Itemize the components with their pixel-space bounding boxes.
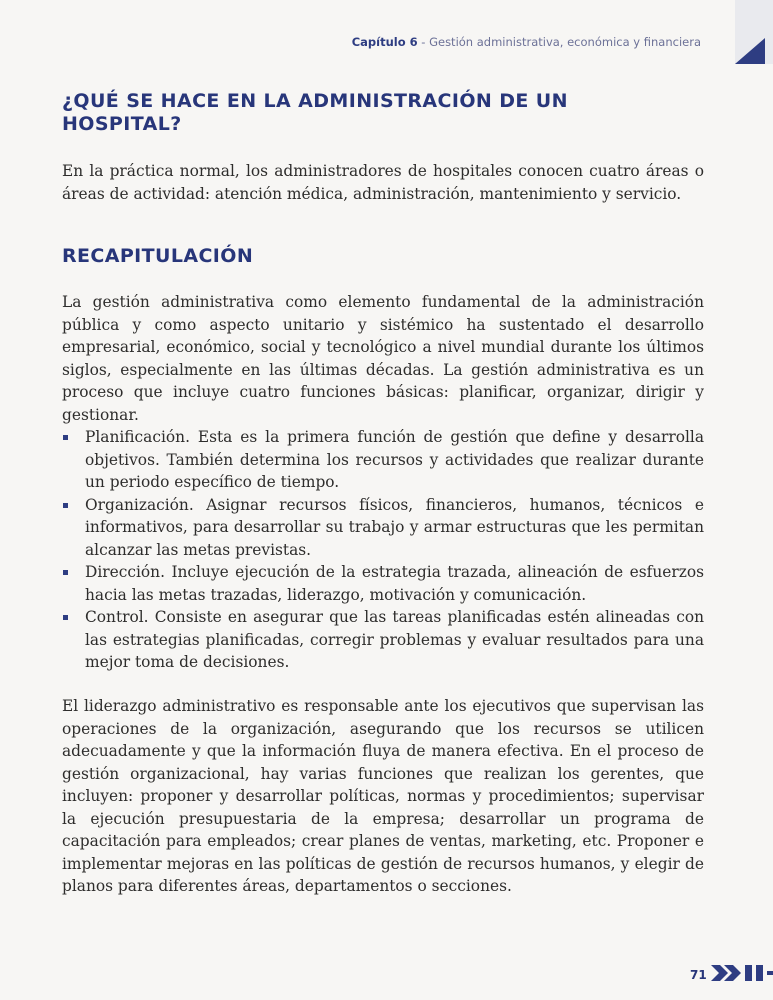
closing-paragraph: El liderazgo administrativo es responsable ante los ejecutivos que supervisan las operaciones de la organización, asegurando que los recursos se utilicen adecuadamente y que la información fluya de manera efectiva. En el proceso de gestión organizacional, hay varias funciones que realizan los gerentes, que incluyen: proponer y desarrollar políticas, normas y procedimientos; supervisar la ejecución presupuestaria de la empresa; desarrollar un programa de capacitación para empleados; crear planes de ventas, marketing, etc. Proponer e implementar mejoras en las políticas de gestión de recursos humanos, y elegir de planos para diferentes áreas, departamentos o secciones. [62, 697, 704, 895]
question-paragraph: En la práctica normal, los administradores de hospitales conocen cuatro áreas o áreas de actividad: atención médica, administración, mantenimiento y servicio. [62, 162, 704, 203]
chapter-label: Capítulo 6 [351, 35, 418, 49]
bullet-square-icon [63, 615, 68, 620]
list-item [62, 494, 704, 562]
bullet-text: Organización. Asignar recursos físicos, financieros, humanos, técnicos e informativos, para desarrollar su trabajo y armar estructuras que les permitan alcanzar las metas previstas. [85, 495, 704, 559]
bullet-text: Planificación. Esta es la primera función de gestión que define y desarrolla objetivos. También determina los recursos y actividades que realizar durante un periodo específico de tiempo. [85, 428, 704, 491]
chevron-arrows-icon [711, 963, 773, 983]
list-item [62, 426, 704, 494]
chapter-subtitle: Gestión administrativa, económica y financiera [429, 35, 701, 49]
running-header [352, 35, 701, 49]
page-number: 71 [690, 968, 707, 982]
list-item [62, 606, 704, 674]
question-heading: ¿QUÉ SE HACE EN LA ADMINISTRACIÓN DE UN HOSPITAL? [62, 90, 568, 135]
bullet-text: Control. Consiste en asegurar que las tareas planificadas estén alineadas con las estrategias planificadas, corregir problemas y evaluar resultados para una mejor toma de decisiones. [85, 608, 704, 671]
recap-paragraph: La gestión administrativa como elemento fundamental de la administración pública y como aspecto unitario y sistémico ha sustentado el desarrollo empresarial, económico, social y tecnológico a nivel mundial durante los últimos siglos, especialmente en las últimas décadas. La gestión administrativa es un proceso que incluye cuatro funciones básicas: planificar, organizar, dirigir y gestionar. [62, 293, 704, 424]
recap-heading: RECAPITULACIÓN [62, 245, 254, 267]
list-item [62, 561, 704, 606]
bullet-square-icon [63, 435, 68, 440]
corner-triangle-icon [735, 38, 765, 64]
bullet-text: Dirección. Incluye ejecución de la estrategia trazada, alineación de esfuerzos hacia las metas trazadas, liderazgo, motivación y comunicación. [85, 563, 704, 604]
bullet-square-icon [63, 503, 68, 508]
bullet-square-icon [63, 570, 68, 575]
header-separator: - [421, 35, 426, 49]
functions-list [62, 426, 704, 674]
